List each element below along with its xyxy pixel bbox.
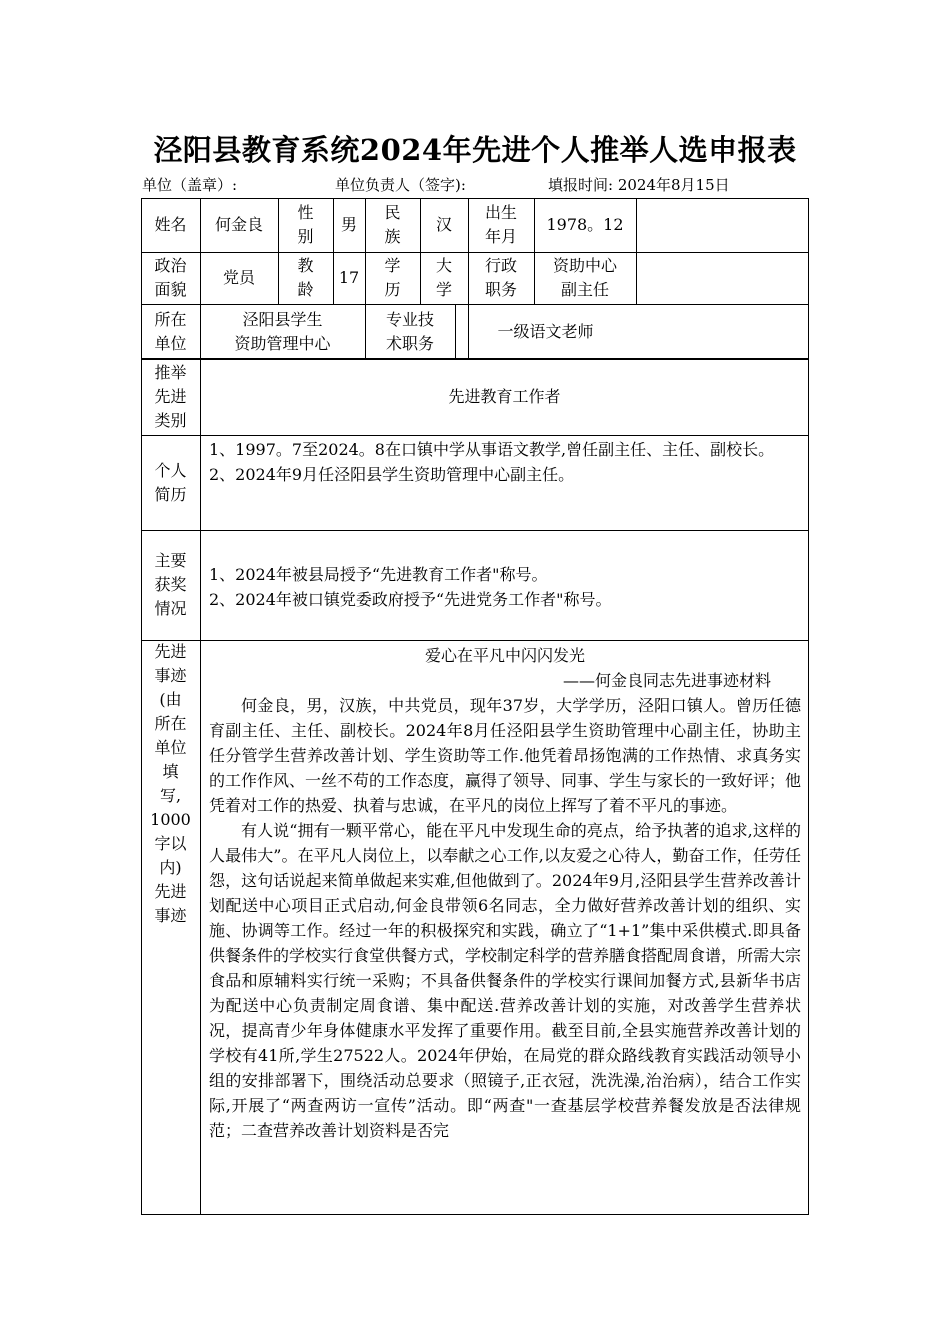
gender-label: 性 别	[297, 203, 314, 246]
unit-seal-label: 单位（盖章）:	[142, 176, 238, 194]
award-line-1: 1、2024年被县局授予“先进教育工作者"称号。	[209, 565, 548, 584]
deeds-label: 先进 事迹 (由 所在 单位 填 写, 1000 字以 内) 先进 事迹	[150, 642, 191, 925]
awards-content	[209, 562, 801, 612]
resume-line-2: 2、2024年9月任泾阳县学生资助管理中心副主任。	[209, 465, 575, 484]
category-label: 推举 先进 类别	[154, 363, 187, 430]
name-label: 姓名	[154, 215, 187, 234]
teaching-years-value: 17	[338, 268, 360, 287]
resume-label: 个人 简历	[154, 460, 187, 504]
deeds-content	[209, 643, 801, 1213]
deeds-heading: 爱心在平凡中闪闪发光	[424, 646, 585, 665]
politics-label: 政治 面貌	[154, 256, 187, 299]
education-label: 学 历	[384, 256, 401, 299]
birth-label: 出生 年月	[484, 203, 517, 246]
awards-label: 主要 获奖 情况	[154, 551, 187, 618]
unit-value: 泾阳县学生 资助管理中心	[234, 309, 331, 353]
education-value: 大 学	[435, 256, 452, 299]
teaching-years-label: 教 龄	[297, 256, 314, 299]
leader-signature-label: 单位负责人（签字):	[335, 176, 466, 194]
resume-line-1: 1、1997。7至2024。8在口镇中学从事语文教学,曾任副主任、主任、副校长。	[209, 440, 775, 459]
ethnicity-value: 汉	[435, 215, 452, 234]
unit-label: 所在 单位	[154, 309, 187, 353]
position-label: 行政 职务	[484, 256, 517, 299]
award-line-2: 2、2024年被口镇党委政府授予“先进党务工作者"称号。	[209, 590, 612, 609]
resume-content	[209, 437, 801, 487]
deeds-paragraph-1: 何金良，男，汉族，中共党员，现年37岁，大学学历，泾阳口镇人。曾历任德育副主任、主任、副校长。2024年8月任泾阳县学生资助管理中心副主任，协助主任分管学生营养改善计划、学生资助等工作.他凭着昂扬饱满的工作热情、求真务实的工作作风、一丝不苟的工作态度，赢得了领导、同事、学生与家长的一致好评；他凭着对工作的热爱、执着与忠诚，在平凡的岗位上挥写了着不平凡的事迹。	[209, 696, 801, 815]
birth-value: 1978。12	[546, 215, 624, 234]
deeds-subheading: ——何金良同志先进事迹材料	[562, 671, 771, 690]
deeds-paragraph-2: 有人说“拥有一颗平常心，能在平凡中发现生命的亮点，给予执著的追求,这样的人最伟大”。在平凡人岗位上，以奉献之心工作,以友爱之心待人，勤奋工作，任劳任怨，这句话说起来简单做起来实难,但他做到了。2024年9月,泾阳县学生营养改善计划配送中心项目正式启动,何金良带领6名同志，全力做好营养改善计划的组织、实施、协调等工作。经过一年的积极探究和实践，确立了“1+1”集中采供模式.即具备供餐条件的学校实行食堂供餐方式，学校制定科学的营养膳食搭配周食谱，所需大宗食品和原辅料实行统一采购；不具备供餐条件的学校实行课间加餐方式,县新华书店为配送中心负责制定周食谱、集中配送.营养改善计划的实施，对改善学生营养状况，提高青少年身体健康水平发挥了重要作用。截至目前,全县实施营养改善计划的学校有41所,学生27522人。2024年伊始，在局党的群众路线教育实践活动领导小组的安排部署下，围绕活动总要求（照镜子,正衣冠，洗洗澡,治治病），结合工作实际,开展了“两查两访一宣传”活动。即“两查"一查基层学校营养餐发放是否法律规范；二查营养改善计划资料是否完	[209, 821, 801, 1140]
professional-title-value: 一级语文老师	[497, 321, 594, 341]
category-value: 先进教育工作者	[448, 387, 561, 406]
professional-title-label: 专业技 术职务	[385, 309, 434, 353]
fill-time: 填报时间: 2024年8月15日	[548, 176, 730, 194]
position-value: 资助中心 副主任	[552, 256, 617, 299]
ethnicity-label: 民 族	[384, 203, 401, 246]
gender-value: 男	[340, 215, 357, 234]
politics-value: 党员	[222, 268, 255, 287]
form-title: 泾阳县教育系统2024年先进个人推举人选申报表	[153, 133, 797, 167]
name-value: 何金良	[214, 215, 263, 234]
